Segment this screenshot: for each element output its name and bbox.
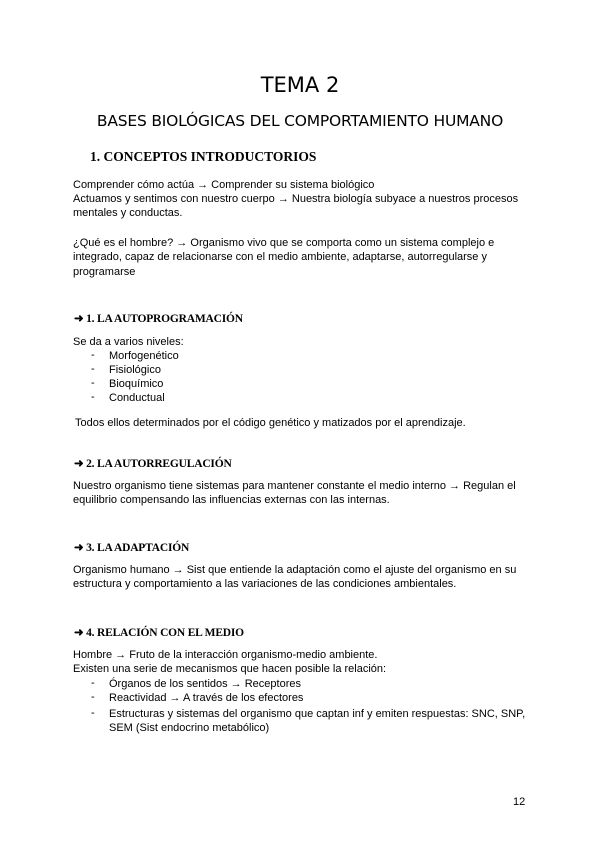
list-item: Fisiológico <box>109 364 161 376</box>
paragraph-line: estructura y comportamiento a las variaciones de las condiciones ambientales. <box>73 578 457 590</box>
page-number: 12 <box>513 796 526 808</box>
paragraph-line: Todos ellos determinados por el código genético y matizados por el aprendizaje. <box>75 417 466 429</box>
list-bullet: - <box>91 377 95 389</box>
list-bullet: - <box>91 707 95 719</box>
list-item: Bioquímico <box>109 378 164 390</box>
paragraph-line: Nuestro organismo tiene sistemas para mantener constante el medio interno → Regulan el <box>73 480 516 492</box>
paragraph-line: Se da a varios niveles: <box>73 336 184 348</box>
paragraph-line: Organismo humano → Sist que entiende la adaptación como el ajuste del organismo en su <box>73 564 517 576</box>
section-heading-autorregulacion: ➜ 2. LA AUTORREGULACIÓN <box>74 458 232 470</box>
paragraph-line: Existen una serie de mecanismos que hacen posible la relación: <box>73 663 387 675</box>
page-subtitle: BASES BIOLÓGICAS DEL COMPORTAMIENTO HUMANO <box>96 112 504 130</box>
list-item: Conductual <box>109 392 165 404</box>
list-bullet: - <box>91 677 95 689</box>
list-bullet: - <box>91 691 95 703</box>
section-heading-autoprogramacion: ➜ 1. LA AUTOPROGRAMACIÓN <box>74 313 243 325</box>
paragraph-line: ¿Qué es el hombre? → Organismo vivo que se comporta como un sistema complejo e <box>73 237 495 249</box>
list-item: Órganos de los sentidos → Receptores <box>109 678 301 690</box>
paragraph-line: mentales y conductas. <box>73 207 183 219</box>
paragraph-line: Actuamos y sentimos con nuestro cuerpo → Nuestra biología subyace a nuestros procesos <box>73 193 519 205</box>
list-bullet: - <box>91 363 95 375</box>
paragraph-line: integrado, capaz de relacionarse con el medio ambiente, adaptarse, autorregularse y <box>73 251 487 263</box>
list-item: Reactividad → A través de los efectores <box>109 692 304 704</box>
list-bullet: - <box>91 349 95 361</box>
section-heading-adaptacion: ➜ 3. LA ADAPTACIÓN <box>74 542 190 554</box>
paragraph-line: Hombre → Fruto de la interacción organismo-medio ambiente. <box>73 649 378 661</box>
page-title: TEMA 2 <box>260 73 340 97</box>
list-item-continuation: SEM (Sist endocrino metabólico) <box>109 722 270 734</box>
list-bullet: - <box>91 391 95 403</box>
paragraph-line: Comprender cómo actúa → Comprender su sistema biológico <box>73 179 375 191</box>
paragraph-line: programarse <box>73 266 136 278</box>
list-item: Estructuras y sistemas del organismo que captan inf y emiten respuestas: SNC, SNP, <box>109 708 526 720</box>
list-item: Morfogenético <box>109 350 179 362</box>
section-heading-conceptos: 1. CONCEPTOS INTRODUCTORIOS <box>90 149 317 164</box>
paragraph-line: equilibrio compensando las influencias externas con las internas. <box>73 494 390 506</box>
section-heading-relacion: ➜ 4. RELACIÓN CON EL MEDIO <box>74 627 244 639</box>
